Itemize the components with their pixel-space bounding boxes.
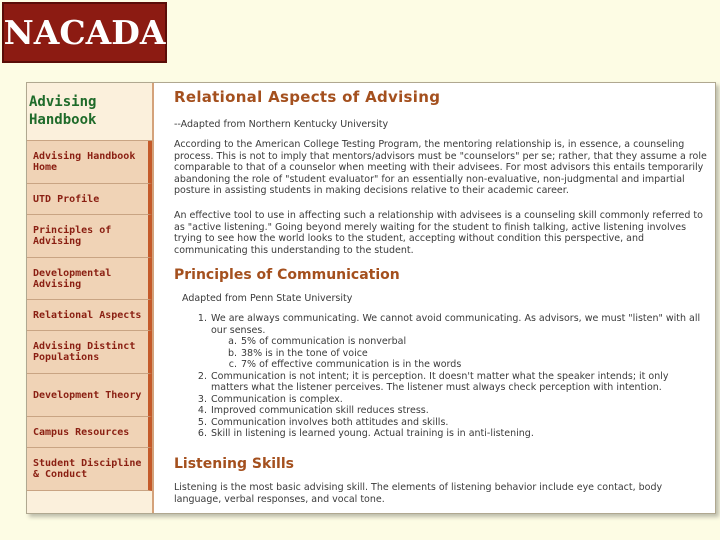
principles-list xyxy=(192,313,708,440)
sidebar-item-label: Advising Distinct Populations xyxy=(33,341,136,363)
sidebar-item-label: Relational Aspects xyxy=(33,309,142,321)
list-item: 4. Improved communication skill reduces stress. xyxy=(197,405,429,416)
sidebar-item-label: UTD Profile xyxy=(33,193,100,205)
list-item: 1. We are always communicating. We cannot avoid communicating. As advisors, we must "listen" with all our senses. xyxy=(197,313,701,336)
sidebar-item-label: Student Discipline & Conduct xyxy=(33,458,142,480)
sidebar-item-relational-aspects[interactable] xyxy=(27,300,152,331)
sidebar-item-label: Advising Handbook Home xyxy=(33,151,136,173)
sidebar-item-student-discipline[interactable] xyxy=(27,448,152,491)
sidebar-item-label: Principles of Advising xyxy=(33,225,112,247)
list-item: 5. Communication involves both attitudes and skills. xyxy=(197,416,449,428)
intro-paragraph: According to the American College Testing Program, the mentoring relationship is, in essence, a counseling process. This is not to imply that mentors/advisors must be "counselors" per se; rather, that they assume a role comparable to that of a counselor when meeting with their advisees. For most advisors this entails temporarily abandoning the role of "student evaluator" for an essentially non-evaluative, non-judgmental and impartial posture in assisting students in making decisions relative to their academic career. xyxy=(174,139,707,196)
sidebar-item-label: Campus Resources xyxy=(33,426,130,438)
list-item: 3. Communication is complex. xyxy=(197,393,343,405)
sub-list-item: c. 7% of effective communication is in the words xyxy=(228,359,462,370)
section-heading-listening: Listening Skills xyxy=(174,456,294,472)
nacada-logo xyxy=(2,2,167,63)
main-content xyxy=(174,83,715,513)
sidebar-item-campus-resources[interactable] xyxy=(27,417,152,448)
sidebar-item-developmental-advising[interactable] xyxy=(27,258,152,300)
list-item: 6. Skill in listening is learned young. Actual training is in anti-listening. xyxy=(197,428,534,439)
sub-list-item: b. 38% is in the tone of voice xyxy=(227,347,368,359)
source-note: --Adapted from Northern Kentucky University xyxy=(174,119,389,130)
sidebar-item-utd-profile[interactable] xyxy=(27,184,152,215)
logo-text: NACADA xyxy=(3,13,166,52)
sidebar-item-advising-distinct-populations[interactable] xyxy=(27,331,152,374)
page-title: Relational Aspects of Advising xyxy=(174,88,441,106)
sub-list-item: a. 5% of communication is nonverbal xyxy=(228,336,407,347)
listening-paragraph: Listening is the most basic advising skill. The elements of listening behavior include eye contact, body language, verbal responses, and vocal tone. xyxy=(174,482,663,505)
active-listening-paragraph: An effective tool to use in affecting such a relationship with advisees is a counseling skill commonly referred to as "active listening." Going beyond merely waiting for the student to finish talking, active listening involves trying to see how the world looks to the student, accepting without condition this perspective, and communicating this understanding to the student. xyxy=(174,210,703,256)
sidebar-title: Advising Handbook xyxy=(29,94,97,128)
sidebar-item-principles-of-advising[interactable] xyxy=(27,215,152,258)
sidebar xyxy=(27,83,154,513)
handbook-screenshot xyxy=(26,82,716,514)
sidebar-item-label: Development Theory xyxy=(33,389,142,401)
list-item: 2. Communication is not intent; it is perception. It doesn't matter what the speaker intends; it only matters what the listener perceives. The listener must always check perception with intention. xyxy=(197,370,669,393)
sidebar-item-label: Developmental Advising xyxy=(33,267,112,290)
source-note-penn-state: Adapted from Penn State University xyxy=(182,293,353,304)
section-heading-principles: Principles of Communication xyxy=(174,267,400,283)
sidebar-item-development-theory[interactable] xyxy=(27,374,152,417)
sidebar-nav xyxy=(27,140,152,491)
sidebar-item-advising-handbook-home[interactable] xyxy=(27,141,152,184)
